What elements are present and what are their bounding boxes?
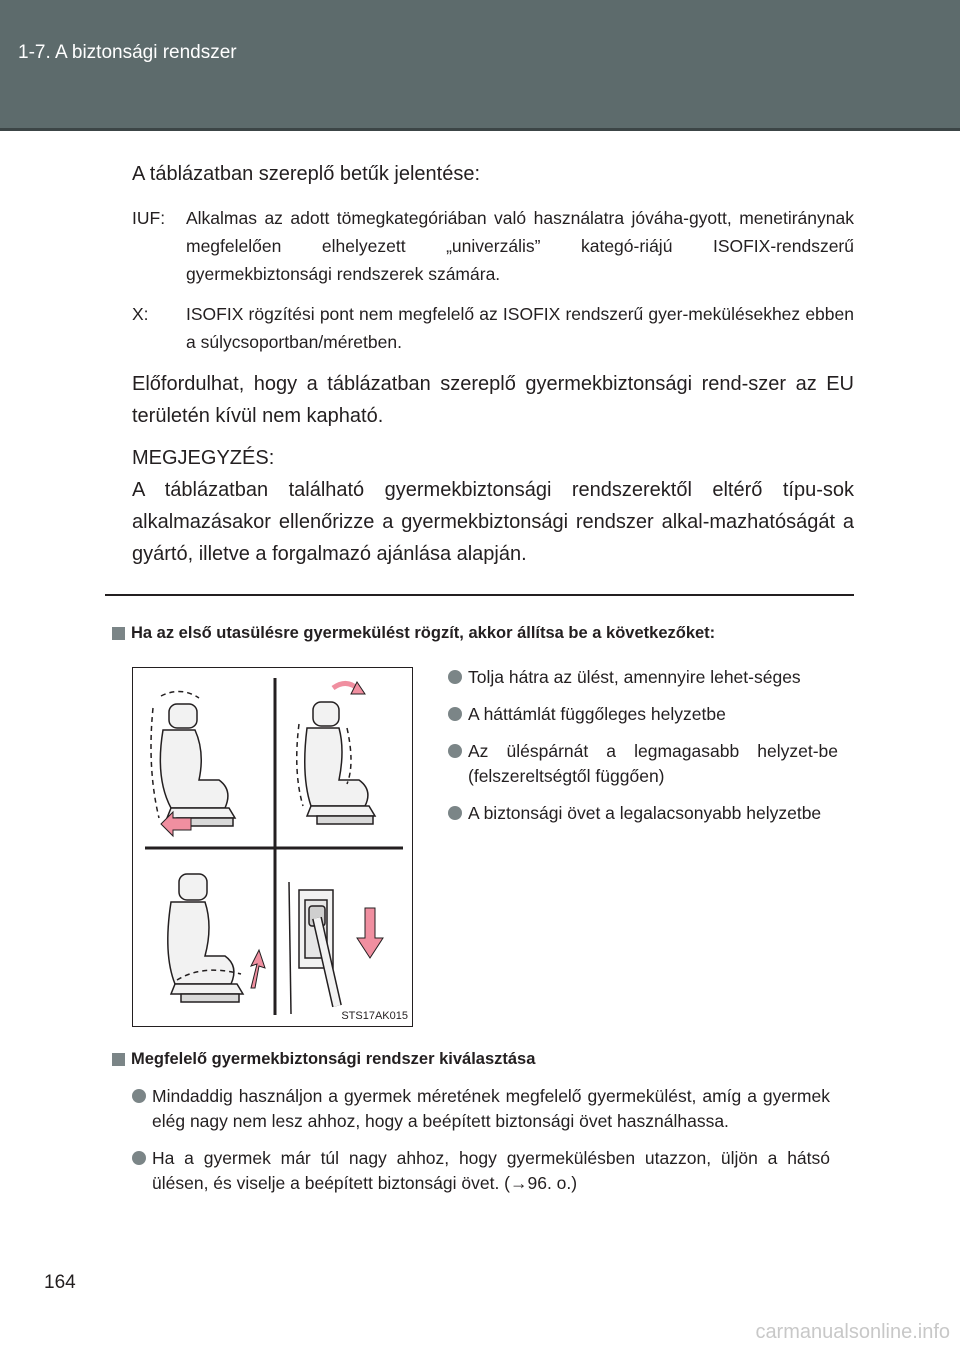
note-text: A táblázatban található gyermekbiztonsági rendszerektől eltérő típu-sok alkalmazásakor ellenőrizze a gyermekbiztonsági rendszer alkal-mazhatóságát a gyártó, illetve a forgalmazó ajánlása alapján. bbox=[132, 479, 854, 565]
page-number: 164 bbox=[44, 1272, 76, 1293]
note-label: MEGJEGYZÉS: bbox=[132, 447, 275, 469]
bullet-dot-icon bbox=[132, 1089, 146, 1103]
header-divider bbox=[0, 128, 960, 131]
square-bullet-icon bbox=[112, 1053, 125, 1066]
watermark: carmanualsonline.info bbox=[755, 1321, 950, 1343]
definition-x bbox=[132, 300, 854, 356]
list-item-text: A háttámlát függőleges helyzetbe bbox=[468, 704, 726, 724]
list-item-text: Az üléspárnát a legmagasabb helyzet-be (felszereltségtől függően) bbox=[468, 741, 838, 786]
bullet-dot-icon bbox=[132, 1151, 146, 1165]
selection-bullet-list bbox=[132, 1084, 830, 1208]
chapter-title: 1-7. A biztonsági rendszer bbox=[18, 42, 237, 63]
definition-term: X: bbox=[132, 304, 149, 324]
bullet-dot-icon bbox=[448, 670, 462, 684]
square-bullet-icon bbox=[112, 627, 125, 640]
figure-code: STS17AK015 bbox=[341, 1010, 408, 1022]
list-item-text: Tolja hátra az ülést, amennyire lehet-séges bbox=[468, 667, 801, 687]
seat-upright-icon bbox=[297, 702, 375, 824]
intro-block bbox=[132, 160, 854, 580]
availability-paragraph: Előfordulhat, hogy a táblázatban szereplő gyermekbiztonsági rend-szer az EU területén kívül nem kapható. bbox=[132, 373, 854, 427]
list-item-text: A biztonsági övet a legalacsonyabb helyzetbe bbox=[468, 803, 822, 823]
list-item bbox=[448, 739, 838, 789]
seat-slide-icon bbox=[151, 691, 235, 826]
bullet-dot-icon bbox=[448, 744, 462, 758]
seat-adjustment-illustration bbox=[132, 667, 413, 1027]
seat-illustration-svg bbox=[133, 668, 411, 1025]
seat-height-icon bbox=[168, 874, 243, 1002]
list-item bbox=[448, 801, 838, 826]
list-item bbox=[132, 1146, 830, 1196]
front-seat-bullet-list bbox=[448, 665, 838, 838]
definition-text: ISOFIX rögzítési pont nem megfelelő az ISOFIX rendszerű gyer-mekülésekhez ebben a súlycsoportban/méretben. bbox=[186, 304, 854, 352]
section-heading-front-seat bbox=[112, 622, 715, 644]
list-item bbox=[132, 1084, 830, 1134]
page-header bbox=[0, 0, 960, 128]
definition-iuf bbox=[132, 204, 854, 288]
list-item bbox=[448, 665, 838, 690]
section-heading-text: Megfelelő gyermekbiztonsági rendszer kiválasztása bbox=[131, 1050, 536, 1068]
definition-text: Alkalmas az adott tömegkategóriában való használatra jóváha-gyott, menetiránynak megfelelően elhelyezett „univerzális” kategó-riájú ISOFIX-rendszerű gyermekbiztonsági rendszerek számára. bbox=[186, 208, 854, 284]
definition-term: IUF: bbox=[132, 208, 166, 228]
section-divider bbox=[105, 594, 854, 596]
list-item-text: Mindaddig használjon a gyermek méretének megfelelő gyermekülést, amíg a gyermek elég nagy nem lesz ahhoz, hogy a beépített biztonsági övet használhassa. bbox=[152, 1086, 830, 1131]
section-heading-text: Ha az első utasülésre gyermekülést rögzít, akkor állítsa be a következőket: bbox=[131, 624, 716, 642]
seat-belt-icon bbox=[289, 882, 337, 1014]
section-heading-selection bbox=[112, 1048, 535, 1070]
list-item-text: Ha a gyermek már túl nagy ahhoz, hogy gyermekülésben utazzon, üljön a hátsó ülésen, és viselje a beépített biztonsági övet. (→96. o.) bbox=[152, 1148, 830, 1193]
list-item bbox=[448, 702, 838, 727]
bullet-dot-icon bbox=[448, 707, 462, 721]
legend-heading: A táblázatban szereplő betűk jelentése: bbox=[132, 163, 481, 185]
bullet-dot-icon bbox=[448, 806, 462, 820]
